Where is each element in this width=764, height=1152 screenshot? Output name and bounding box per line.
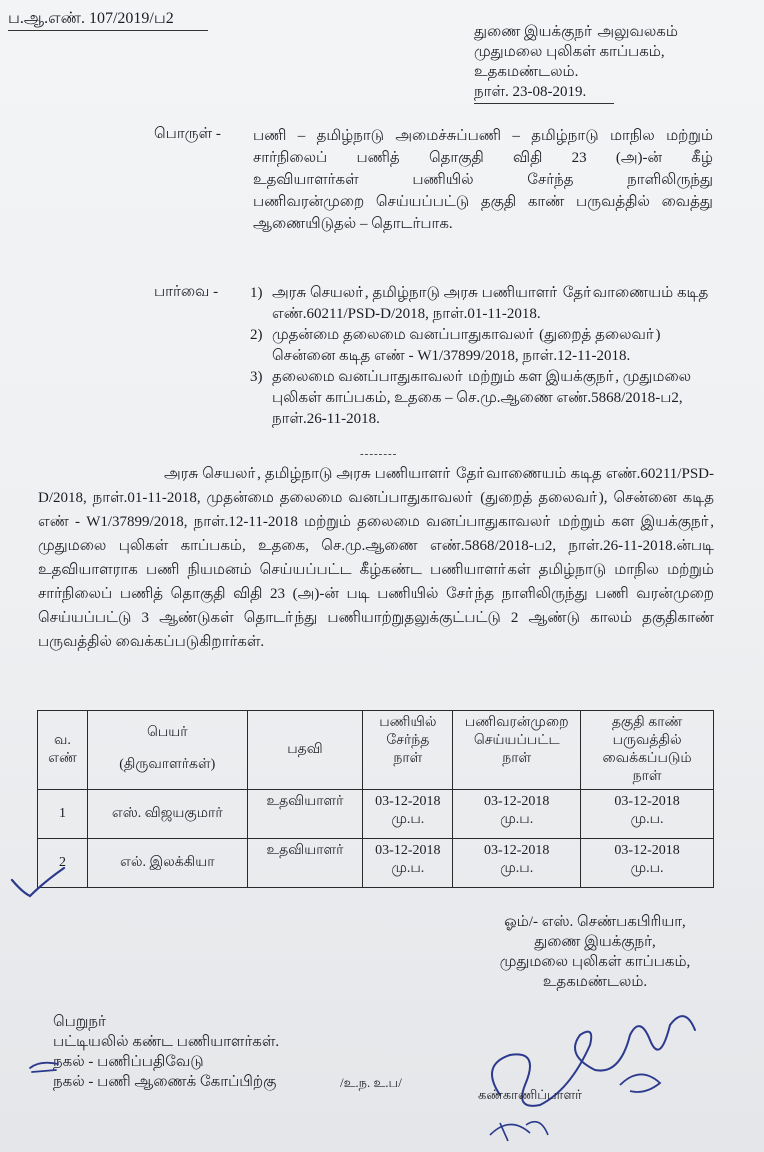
header-regularized [453,711,581,790]
cell-probation-date: 03-12-2018 [614,794,680,809]
cell-post: உதவியாளர் [247,839,363,888]
staff-table [37,710,714,888]
cell-probation [581,790,714,839]
signature-line: ஓம்/- எஸ். செண்பகபிரியா, [504,914,686,930]
header-probation-line: நாள் [632,769,662,784]
subject-word: காண் [527,194,565,210]
cell-joined [363,790,453,839]
header-joined-line: பணியில் [379,715,437,730]
cell-regularized-date: 03-12-2018 [484,843,550,858]
table-header-row [38,711,714,790]
subject-word: தொகுதி [428,150,484,166]
signature-block [465,912,725,992]
subject-word: தமிழ்நாடு [316,128,385,144]
subject-text [253,125,713,235]
cell-probation [581,839,714,888]
header-name-line: (திருவாளர்கள்) [119,757,216,772]
office-address [474,22,678,102]
subject-word: தமிழ்நாடு [531,128,599,144]
handwritten-pen-mark [28,1050,62,1076]
subject-label: பொருள் - [154,126,221,142]
cell-name: எஸ். விஜயகுமார் [87,790,247,839]
subject-word: 23 [571,150,587,166]
subject-word: சேர்ந்த [527,172,574,188]
reference-underline [8,30,208,31]
cell-regularized-date: 03-12-2018 [484,794,550,809]
subject-word: பணிவரன்முறை [253,194,365,210]
office-line: முதுமலை புலிகள் காப்பகம், [474,44,665,60]
cell-joined-session: மு.ப. [391,861,425,876]
reference-text-2: முதன்மை தலைமை வனப்பாதுகாவலா் (துறைத் தலைவா்) சென்னை கடித எண் - W1/37899/2018, நாள்.12-11-2018. [272,327,661,364]
handwritten-signature [470,995,710,1145]
table-row [38,839,714,888]
subject-line [253,147,713,169]
reference-text-3: தலைமை வனப்பாதுகாவலா் மற்றும் கள இயக்குநா், முதுமலை புலிகள் காப்பகம், உதகை – செ.மு.ஆணை எண்.5868/2018-ப2, நாள்.26-11-2018. [272,369,692,427]
reference-text-1: அரசு செயலா், தமிழ்நாடு அரசு பணியாளா் தோ்வாணையம் கடித எண்.60211/PSD-D/2018, நாள்.01-11-2018. [272,285,709,322]
header-post [247,711,363,790]
table-row [38,790,714,839]
header-sno-line: எண் [48,751,77,766]
cell-probation-session: மு.ப. [630,812,664,827]
header-regularized-line: பணிவரன்முறை [464,715,569,730]
subject-word: விதி [513,150,543,166]
cell-joined-session: மு.ப. [391,812,425,827]
header-probation-line: தகுதி காண் [611,715,683,730]
subject-word: பணித் [356,150,400,166]
handwritten-tick-mark [8,860,68,900]
subject-word: பருவத்தில் [576,194,650,210]
reference-item [250,325,720,367]
recipients-line: பெறுநர் [53,1014,106,1030]
subject-word: மற்றும் [666,128,713,144]
cell-joined-date: 03-12-2018 [375,794,441,809]
header-post-line: பதவி [287,742,323,757]
recipients-line: நகல் - பணி ஆணைக் கோப்பிற்கு [53,1074,277,1090]
subject-word: – [297,128,306,144]
separator-dashes: -------- [360,448,398,460]
cell-sno: 1 [38,790,88,839]
subject-line [253,169,713,191]
header-probation-line: பருவத்தில் [612,733,682,748]
reference-number: ப.ஆ.எண். 107/2019/ப2 [8,10,174,27]
letter-date: நாள். 23-08-2019. [474,84,587,100]
reference-item [250,367,720,430]
subject-word: ஆணையிடுதல் – தொடர்பாக. [253,216,453,232]
cell-joined [363,839,453,888]
subject-word: செய்யப்பட்டு [375,194,470,210]
subject-line [253,125,713,147]
recipients-line: நகல் - பணிப்பதிவேடு [53,1054,204,1070]
cell-sno: 2 [38,839,88,888]
subject-word: பணியில் [412,172,474,188]
cell-regularized [453,790,581,839]
subject-word: வைத்து [661,194,713,210]
signature-line: முதுமலை புலிகள் காப்பகம், [499,954,691,970]
header-regularized-line: நாள் [502,751,532,766]
subject-word: உதவியாளர்கள் [253,172,359,188]
office-line: துணை இயக்குநா் அலுவலகம் [474,24,678,40]
body-text: அரசு செயலா், தமிழ்நாடு அரசு பணியாளா் தோ்வாணையம் கடித எண்.60211/PSD-D/2018, நாள்.01-11-2018, முதன்மை தலைமை வனப்பாதுகாவலா் (துறைத் தலைவா்), சென்னை கடித எண் - W1/37899/2018, நாள்.12-11-2018 மற்றும் தலைமை வனப்பாதுகாவலா் மற்றும் கள இயக்குநா், முதுமலை புலிகள் காப்பகம், உதகை, செ.மு.ஆணை எண்.5868/2018-ப2, நாள்.26-11-2018.ன்படி உதவியாளராக பணி நியமனம் செய்யப்பட்ட கீழ்கண்ட பணியாளா்கள் தமிழ்நாடு மாநில மற்றும் சார்நிலைப் பணித் தொகுதி விதி 23 (அ)-ன் படி பணியில் சோ்ந்த நாளிலிருந்து பணி வரன்முறை செய்யப்பட்டு 3 ஆண்டுகள் தொடா்ந்து பணியாற்றுதலுக்குட்பட்டு 2 ஆண்டு காலம் தகுதிகாண் பருவத்தில் வைக்கப்படுகிறார்கள். [38,466,714,650]
header-joined-line: சேர்ந்த [386,733,430,748]
header-probation-line: வைக்கப்படும் [602,751,692,766]
cell-regularized-session: மு.ப. [500,861,534,876]
signature-line: துணை இயக்குநர், [534,934,656,950]
cell-probation-session: மு.ப. [630,861,664,876]
recipients-block [53,1012,279,1092]
references-list [250,283,720,430]
cell-joined-date: 03-12-2018 [375,843,441,858]
reference-number-3: 3) [250,369,263,385]
body-paragraph [38,462,714,654]
subject-word: பணி [253,128,287,144]
subject-word: மாநில [609,128,655,144]
signature-line: உதகமண்டலம். [542,974,648,990]
subject-word: (அ)-ன் [615,150,663,166]
cell-regularized-session: மு.ப. [500,812,534,827]
reference-number-1: 1) [250,285,263,301]
subject-line [253,191,713,213]
subject-word: சார்நிலைப் [253,150,328,166]
header-sno-line: வ. [54,733,71,748]
header-name-line: பெயர் [146,725,188,740]
header-regularized-line: செய்யப்பட்ட [473,733,560,748]
header-joined [363,711,453,790]
subject-word: நாளிலிருந்து [627,172,713,188]
forwarded-by: கண்காணிப்பாளர் [478,1087,582,1102]
cell-regularized [453,839,581,888]
subject-word: கீழ் [691,150,713,166]
subject-line [253,213,713,235]
header-probation [581,711,714,790]
header-sno [38,711,88,790]
subject-word: தகுதி [480,194,517,210]
subject-word: – [512,128,520,144]
subject-word: அமைச்சுப்பணி [395,128,502,144]
references-label: பார்வை - [154,284,219,300]
header-joined-line: நாள் [393,751,423,766]
cell-name: எல். இலக்கியா [87,839,247,888]
cell-post: உதவியாளர் [247,790,363,839]
reference-item [250,283,720,325]
reference-number-2: 2) [250,327,263,343]
cell-probation-date: 03-12-2018 [614,843,680,858]
typist-initials: /உ.ந. உ.ப/ [340,1075,402,1090]
header-name [87,711,247,790]
recipients-line: பட்டியலில் கண்ட பணியாளர்கள். [53,1034,280,1050]
date-underline [474,103,614,104]
office-line: உதகமண்டலம். [474,64,579,80]
